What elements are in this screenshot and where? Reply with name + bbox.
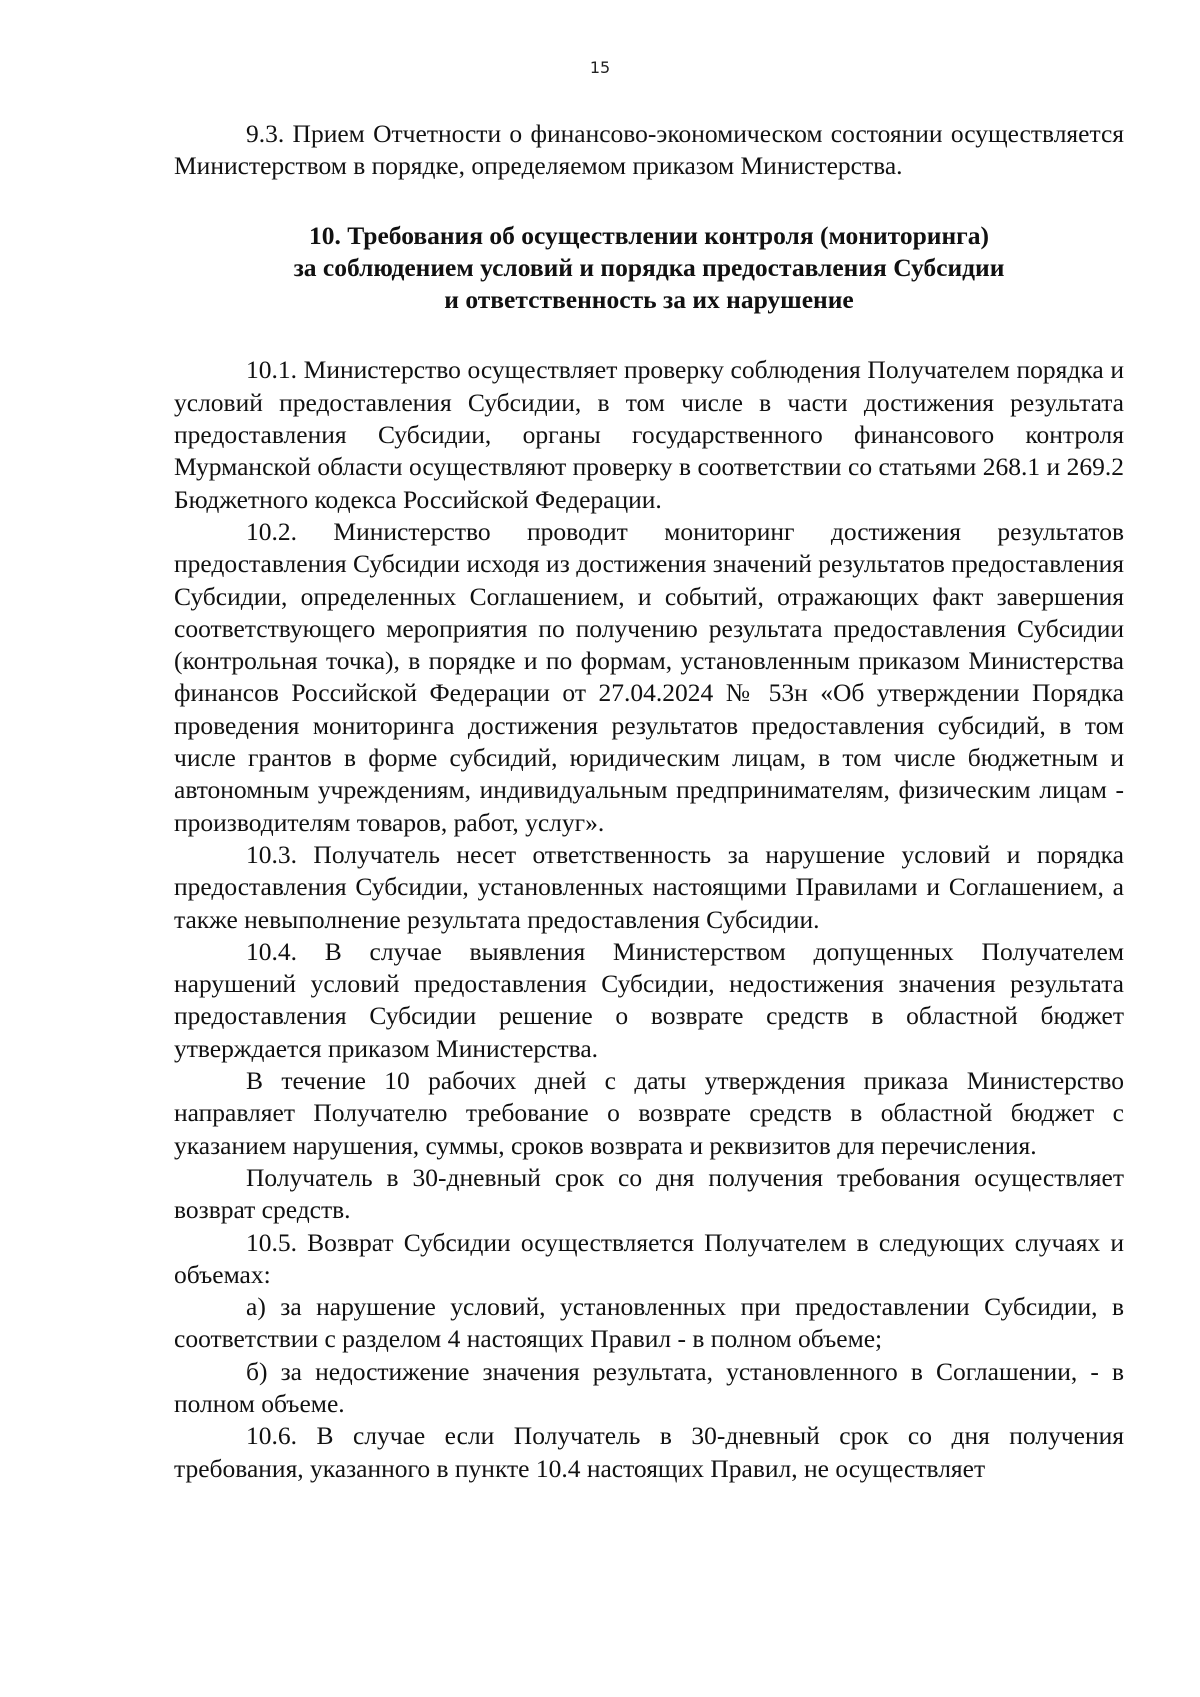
paragraph-10-4-return: Получатель в 30-дневный срок со дня получения требования осуществляет возврат средств. (174, 1162, 1124, 1225)
paragraph-10-6: 10.6. В случае если Получатель в 30-дневный срок со дня получения требования, указанного в пункте 10.4 настоящих Правил, не осуществляет (174, 1421, 1124, 1483)
paragraph-10-4-notice: В течение 10 рабочих дней с даты утверждения приказа Министерство направляет Получателю требование о возврате средств в областной бюджет с указанием нарушения, суммы, сроков возврата и реквизитов для перечисления. (174, 1066, 1124, 1160)
paragraph-10-2: 10.2. Министерство проводит мониторинг достижения результатов предоставления Субсидии исходя из достижения значений результатов предоставления Субсидии, определенных Соглашением, и событий, отражающих факт завершения соответствующего мероприятия по получению результата предоставления Субсидии (контрольная точка), в порядке и по формам, установленным приказом Министерства финансов Российской Федерации от 27.04.2024 № 53н «Об утверждении Порядка проведения мониторинга достижения результатов предоставления субсидий, в том числе грантов в форме субсидий, юридическим лицам, в том числе бюджетным и автономным учреждениям, индивидуальным предпринимателям, физическим лицам - производителям товаров, работ, услуг». (174, 516, 1124, 837)
heading-line: 10. Требования об осуществлении контроля (мониторинга) (309, 220, 989, 250)
heading-line: за соблюдением условий и порядка предоставления Субсидии (293, 252, 1005, 282)
heading-line: и ответственность за их нарушение (444, 285, 854, 315)
paragraph-10-1: 10.1. Министерство осуществляет проверку соблюдения Получателем порядка и условий предоставления Субсидии, в том числе в части достижения результата предоставления Субсидии, органы государственного финансового контроля Мурманской области осуществляют проверку в соответствии со статьями 268.1 и 269.2 Бюджетного кодекса Российской Федерации. (174, 355, 1124, 514)
paragraph-10-5-a: а) за нарушение условий, установленных при предоставлении Субсидии, в соответствии с разделом 4 настоящих Правил - в полном объеме; (174, 1292, 1124, 1354)
section-10-heading (174, 220, 1124, 317)
paragraph-9-3: 9.3. Прием Отчетности о финансово-экономическом состоянии осуществляется Министерством в порядке, определяемом приказом Министерства. (174, 119, 1124, 181)
paragraph-10-5-b: б) за недостижение значения результата, установленного в Соглашении, - в полном объеме. (174, 1356, 1124, 1418)
document-body (174, 118, 1124, 1485)
paragraph-10-3: 10.3. Получатель несет ответственность за нарушение условий и порядка предоставления Субсидии, установленных настоящими Правилами и Соглашением, а также невыполнение результата предоставления Субсидии. (174, 839, 1124, 934)
paragraph-10-5: 10.5. Возврат Субсидии осуществляется Получателем в следующих случаях и объемах: (174, 1227, 1124, 1289)
paragraph-10-4: 10.4. В случае выявления Министерством допущенных Получателем нарушений условий предоставления Субсидии, недостижения значения результата предоставления Субсидии решение о возврате средств в областной бюджет утверждается приказом Министерства. (174, 936, 1124, 1063)
page-number: 15 (589, 58, 611, 77)
